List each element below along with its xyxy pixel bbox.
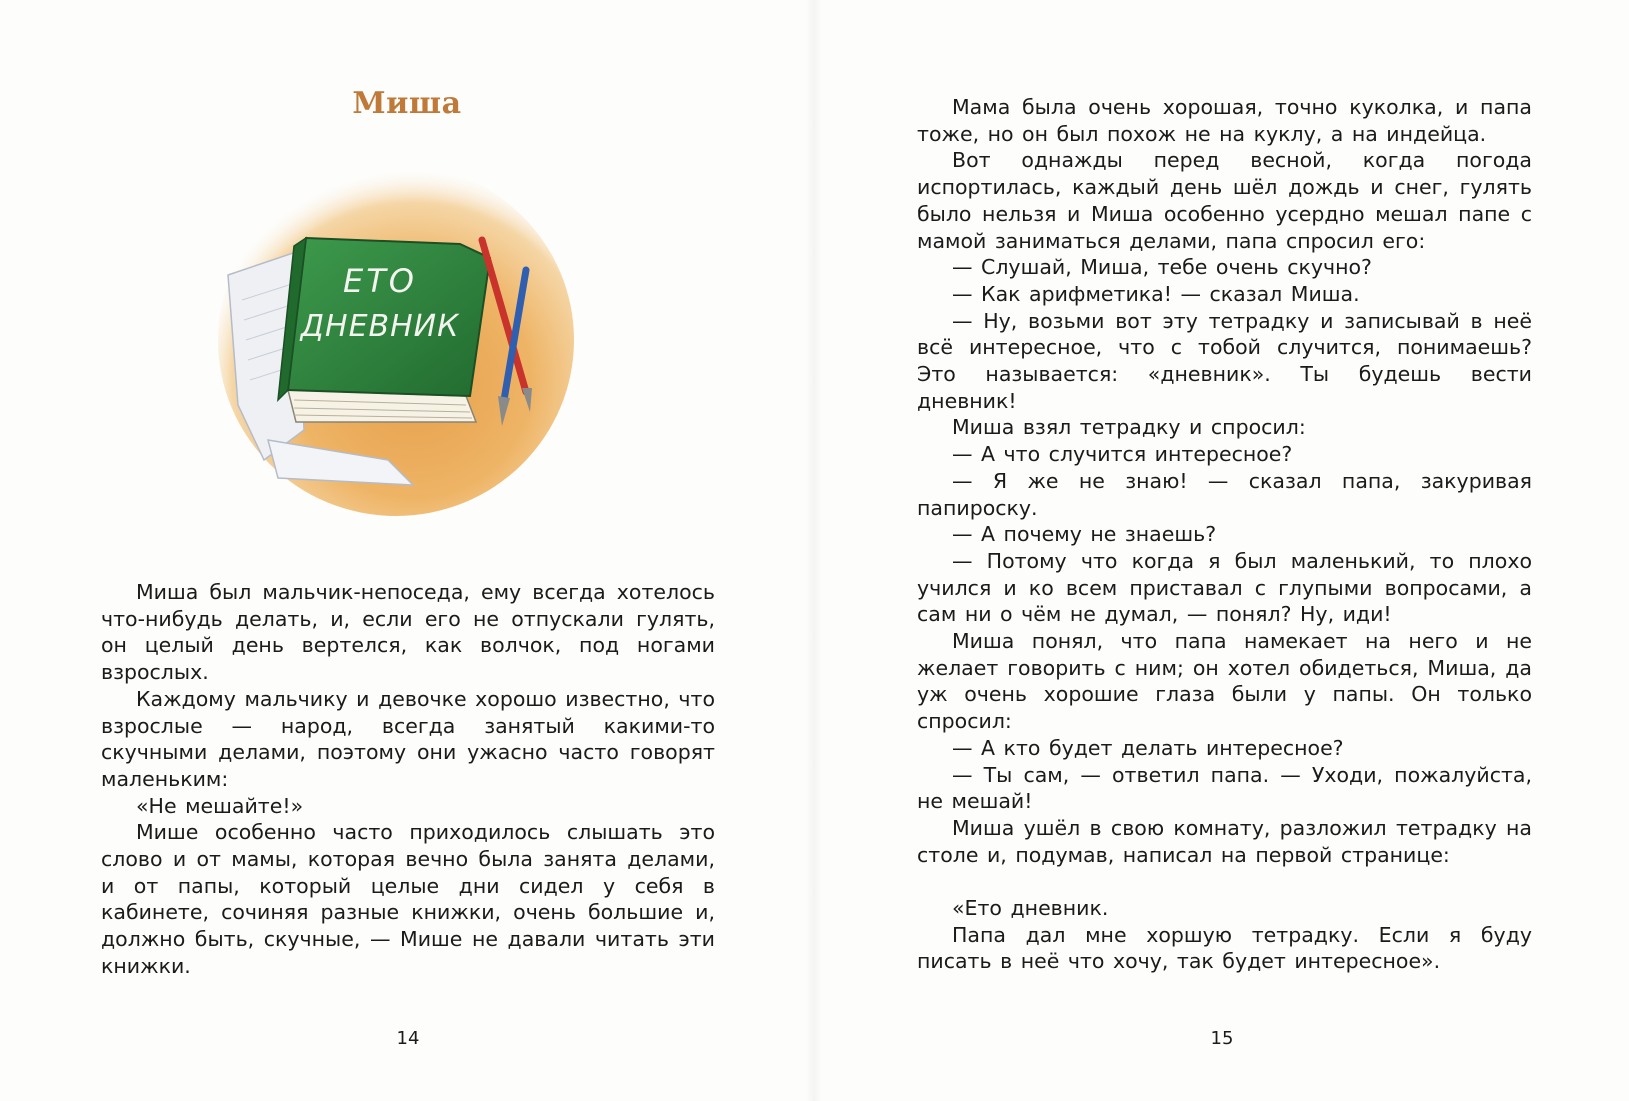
dialogue-line: — Я же не знаю! — сказал папа, закуривая папироску.: [917, 468, 1532, 520]
dialogue-line: — А кто будет делать интересное?: [952, 735, 1344, 760]
paragraph: Мише особенно часто приходилось слышать это слово и от мамы, которая вечно была занята делами, и от папы, который целые дни сидел у себя в кабинете, сочиняя разные книжки, очень большие и, должно быть, скучные, — Мише не давали читать эти книжки.: [101, 820, 715, 978]
diary-entry-line: Папа дал мне хоршую тетрадку. Если я буду писать в неё что хочу, так будет интересное».: [917, 922, 1532, 974]
dialogue-line: — А почему не знаешь?: [952, 522, 1217, 547]
book-cover-line1: ЕТО: [343, 262, 417, 300]
dialogue-line: — Потому что когда я был маленький, то плохо учился и ко всем приставал с глупыми вопросами, а сам ни о чём не думал, — понял? Ну, иди!: [917, 548, 1532, 627]
paragraph: «Не мешайте!»: [136, 793, 304, 818]
page-number: 14: [396, 1028, 420, 1049]
dialogue-line: — Слушай, Миша, тебе очень скучно?: [952, 255, 1372, 280]
left-page: [0, 0, 814, 1101]
dialogue-line: — Ну, возьми вот эту тетрадку и записывай в неё всё интересное, что с тобой случится, понимаешь? Это называется: «дневник». Ты будешь вести дневник!: [917, 308, 1532, 413]
chapter-title: Миша: [352, 86, 462, 121]
paragraph: Мама была очень хорошая, точно куколка, и папа тоже, но он был похож не на куклу, а на индейца.: [917, 95, 1532, 146]
page-number: 15: [1210, 1028, 1234, 1049]
book-cover-line2: ДНЕВНИК: [300, 309, 460, 344]
diary-illustration: [208, 160, 584, 520]
dialogue-line: — А что случится интересное?: [952, 442, 1293, 467]
left-page-text: [101, 579, 715, 980]
paragraph: Вот однажды перед весной, когда погода испортилась, каждый день шёл дождь и снег, гулять было нельзя и Миша особенно усердно мешал папе с мамой заниматься делами, папа спросил его:: [917, 148, 1532, 253]
paragraph: Миша ушёл в свою комнату, разложил тетрадку на столе и, подумав, написал на первой странице:: [917, 815, 1532, 867]
paragraph: Миша был мальчик-непоседа, ему всегда хотелось что-нибудь делать, и, если его не отпускали гулять, он целый день вертелся, как волчок, под ногами взрослых.: [101, 580, 715, 685]
paragraph: Миша взял тетрадку и спросил:: [952, 415, 1306, 440]
dialogue-line: — Как арифметика! — сказал Миша.: [952, 281, 1360, 306]
paragraph: Каждому мальчику и девочке хорошо известно, что взрослые — народ, всегда занятый какими-то скучными делами, поэтому они ужасно часто говорят маленьким:: [101, 686, 715, 791]
dialogue-line: — Ты сам, — ответил папа. — Уходи, пожалуйста, не мешай!: [917, 762, 1532, 814]
diary-illustration-art: [208, 160, 584, 520]
right-page-text: [917, 94, 1532, 975]
paragraph: Миша понял, что папа намекает на него и не желает говорить с ним; он хотел обидеться, Миша, да уж очень хорошие глаза были у папы. Он только спросил:: [917, 629, 1532, 734]
diary-entry-line: «Ето дневник.: [952, 896, 1109, 921]
